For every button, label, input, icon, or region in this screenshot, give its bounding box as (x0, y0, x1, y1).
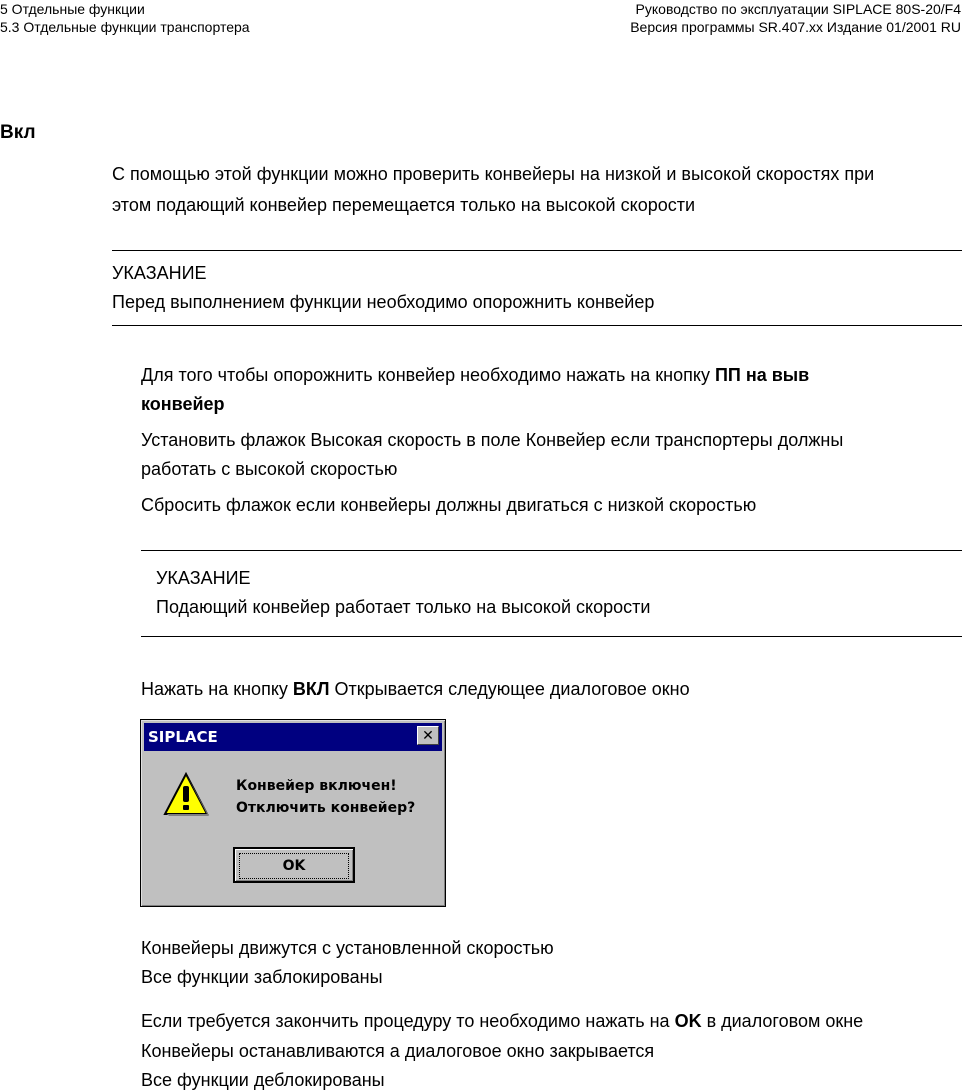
press-on-instruction (141, 678, 690, 700)
note-2-top-rule (141, 550, 962, 551)
header-manual-title: Руководство по эксплуатации SIPLACE 80S-20/F4 (635, 1, 961, 17)
dialog-title-bar (144, 723, 442, 751)
after-line-5: Все функции деблокированы (141, 1070, 385, 1090)
after-line-1: Конвейеры движутся с установленной скоростью (141, 938, 554, 958)
after-line-3-suffix: в диалоговом окне (701, 1011, 864, 1031)
after-line-4: Конвейеры останавливаются а диалоговое окно закрывается (141, 1041, 655, 1061)
after-line-2: Все функции заблокированы (141, 967, 383, 987)
step-1-line-1 (141, 364, 809, 386)
after-line-3 (141, 1010, 863, 1032)
dialog-message-line-2: Отключить конвейер? (236, 800, 416, 816)
dialog-close-button[interactable]: ✕ (417, 726, 439, 745)
note-1-bottom-rule (112, 325, 962, 326)
note-2-bottom-rule (141, 636, 962, 637)
step-1-text: Для того чтобы опорожнить конвейер необходимо нажать на кнопку (141, 365, 715, 385)
after-line-3-prefix: Если требуется закончить процедуру то необходимо нажать на (141, 1011, 675, 1031)
dialog-ok-button[interactable] (233, 847, 355, 883)
step-3: Сбросить флажок если конвейеры должны двигаться с низкой скоростью (141, 495, 757, 515)
note-1-label: УКАЗАНИЕ (112, 263, 207, 283)
note-2-label: УКАЗАНИЕ (156, 568, 251, 588)
press-on-button-name: ВКЛ (292, 679, 330, 699)
after-line-3-button-name: OK (674, 1011, 702, 1031)
note-1-text: Перед выполнением функции необходимо опорожнить конвейер (112, 292, 655, 312)
press-on-suffix: Открывается следующее диалоговое окно (329, 679, 690, 699)
step-2-line-1: Установить флажок Высокая скорость в поле Конвейер если транспортеры должны (141, 430, 844, 450)
intro-line-1: С помощью этой функции можно проверить конвейеры на низкой и высокой скоростях при (112, 164, 875, 184)
section-title: Вкл (0, 122, 36, 143)
header-section: 5.3 Отдельные функции транспортера (0, 19, 250, 35)
dialog-message-line-1: Конвейер включен! (236, 778, 397, 794)
step-1-line-2: конвейер (141, 394, 225, 414)
dialog-title: SIPLACE (148, 728, 218, 746)
warning-icon (163, 772, 209, 816)
note-2-text: Подающий конвейер работает только на высокой скорости (156, 597, 651, 617)
step-2-line-2: работать с высокой скоростью (141, 459, 398, 479)
press-on-prefix: Нажать на кнопку (141, 679, 293, 699)
note-1-top-rule (112, 250, 962, 251)
dialog-ok-label: OK (239, 853, 349, 879)
intro-line-2: этом подающий конвейер перемещается только на высокой скорости (112, 195, 696, 215)
header-chapter: 5 Отдельные функции (0, 1, 145, 17)
siplace-dialog (140, 719, 446, 907)
header-version: Версия программы SR.407.xx Издание 01/2001 RU (630, 19, 961, 35)
step-1-button-name: ПП на выв (714, 365, 810, 385)
